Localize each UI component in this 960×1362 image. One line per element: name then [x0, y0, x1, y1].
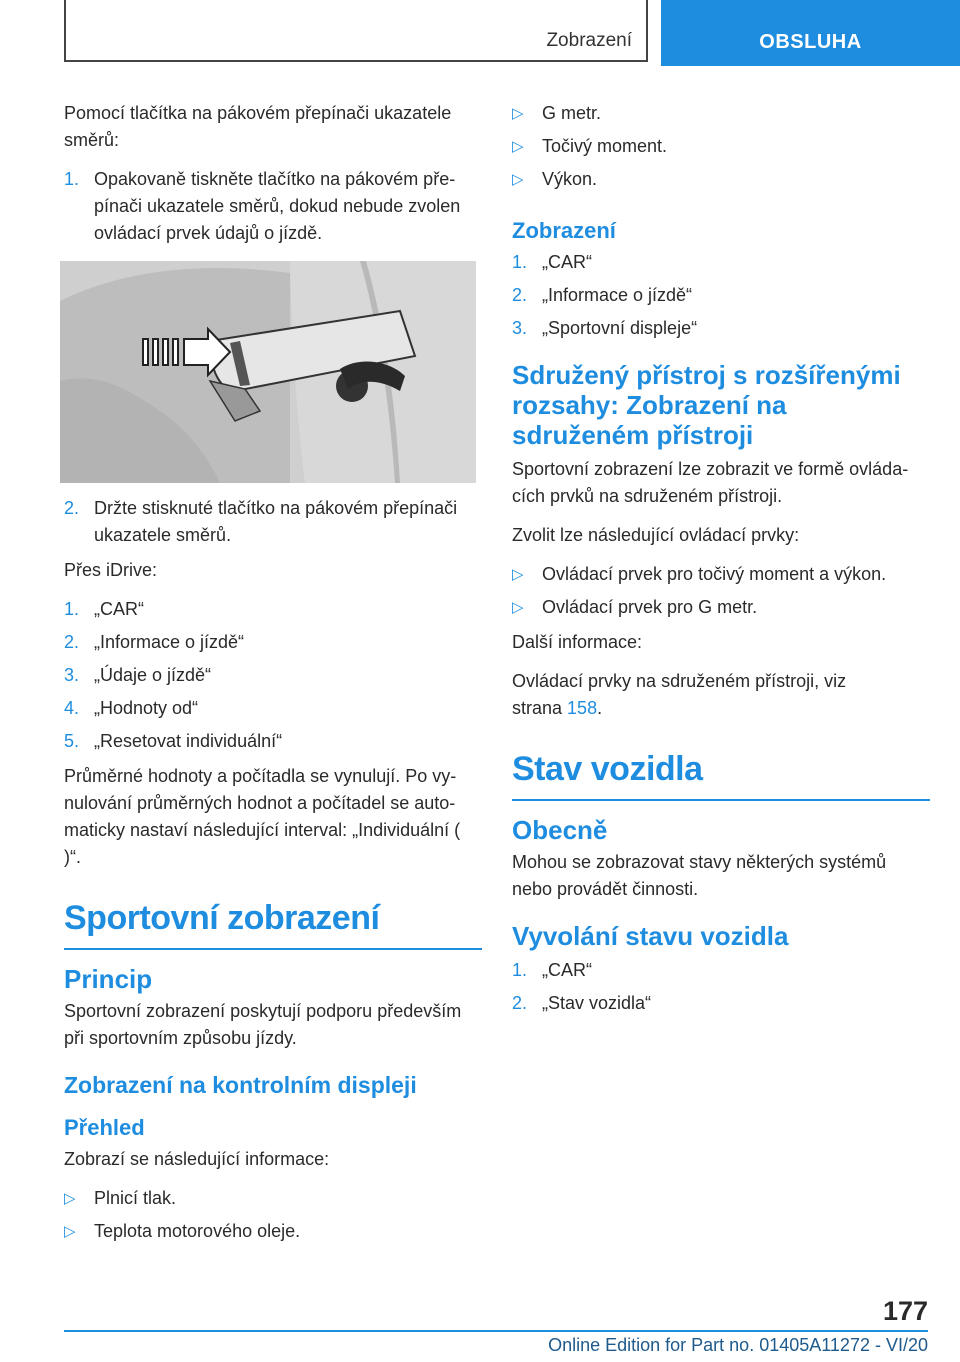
heading-sport-display: Sportovní zobrazení — [64, 899, 482, 950]
left-column — [64, 100, 482, 1253]
triangle-bullet-icon: ▷ — [512, 105, 524, 122]
principle-text: Sportovní zobrazení poskytují podporu především při sportovním způsobu jízdy. — [64, 1001, 462, 1048]
overview-list-continued — [512, 100, 930, 193]
heading-overview: Přehled — [64, 1115, 145, 1140]
cross-reference: Ovládací prvky na sdruženém přístroji, viz strana 158. — [512, 671, 847, 718]
heading-general: Obecně — [512, 815, 608, 845]
overview-text: Zobrazí se následující informace: — [64, 1149, 330, 1169]
list-item: ▷ Ovládací prvek pro G metr. — [512, 594, 930, 621]
triangle-bullet-icon: ▷ — [512, 566, 524, 583]
page-reference-link[interactable]: 158 — [567, 698, 598, 718]
list-item: ▷ G metr. — [512, 100, 930, 127]
reset-text: Průměrné hodnoty a počítadla se vynulují. Po vynulování průměrných hodnot a počítadel se automaticky nastaví následující interval: „Individuální ( )“. — [64, 766, 461, 867]
heading-cluster-display: Sdružený přístroj s rozšířenými rozsahy: Zobrazení na sdruženém přístroji — [512, 360, 901, 450]
list-item: ▷ Ovládací prvek pro točivý moment a výkon. — [512, 561, 930, 588]
list-item: 3. „Údaje o jízdě“ — [64, 665, 212, 685]
list-item: 1. „CAR“ — [512, 960, 592, 980]
more-info-label: Další informace: — [512, 632, 643, 652]
idrive-intro: Přes iDrive: — [64, 560, 158, 580]
list-item: ▷ Plnicí tlak. — [64, 1185, 482, 1212]
cluster-text: Sportovní zobrazení lze zobrazit ve formě ovládacích prvků na sdruženém přístroji. — [512, 459, 909, 506]
select-text: Zvolit lze následující ovládací prvky: — [512, 525, 800, 545]
footer-divider — [64, 1330, 928, 1332]
list-item: 2. „Stav vozidla“ — [512, 993, 652, 1013]
heading-display: Zobrazení — [512, 218, 616, 243]
list-item: 2. Držte stisknuté tlačítko na pákovém přepínači ukazatele směrů. — [64, 498, 458, 545]
steps-list-1 — [64, 166, 482, 247]
idrive-steps-list — [64, 596, 482, 755]
steps-list-2 — [64, 495, 482, 549]
lever-illustration-image — [60, 261, 476, 483]
overview-list — [64, 1185, 482, 1245]
list-item: 3. „Sportovní displeje“ — [512, 318, 698, 338]
list-item: ▷ Výkon. — [512, 166, 930, 193]
header-chapter-tab: OBSLUHA — [661, 0, 960, 66]
heading-principle: Princip — [64, 964, 153, 994]
intro-text: Pomocí tlačítka na pákovém přepínači ukazatele směrů: — [64, 103, 452, 150]
triangle-bullet-icon: ▷ — [64, 1223, 76, 1240]
list-item: ▷ Teplota motorového oleje. — [64, 1218, 482, 1245]
page-number: 177 — [882, 1296, 928, 1326]
list-item: 5. „Resetovat individuální“ — [64, 731, 283, 751]
call-steps-list — [512, 957, 930, 1017]
list-item: ▷ Točivý moment. — [512, 133, 930, 160]
list-item: 1. Opakovaně tiskněte tlačítko na pákovém přepínači ukazatele směrů, dokud nebude zvolen ovládací prvek údajů o jízdě. — [64, 169, 461, 243]
select-list — [512, 561, 930, 621]
turn-signal-lever-illustration — [60, 261, 476, 483]
display-steps-list — [512, 249, 930, 342]
heading-vehicle-status: Stav vozidla — [512, 750, 930, 801]
footer-edition: Online Edition for Part no. 01405A11272 - VI/20 — [548, 1335, 928, 1355]
list-item: 4. „Hodnoty od“ — [64, 698, 199, 718]
general-text: Mohou se zobrazovat stavy některých systémů nebo provádět činnosti. — [512, 852, 887, 899]
triangle-bullet-icon: ▷ — [64, 1190, 76, 1207]
right-column — [512, 100, 930, 1025]
header-section-title: Zobrazení — [546, 30, 632, 51]
heading-control-display: Zobrazení na kontrolním displeji — [64, 1072, 417, 1098]
triangle-bullet-icon: ▷ — [512, 171, 524, 188]
list-item: 1. „CAR“ — [64, 599, 144, 619]
triangle-bullet-icon: ▷ — [512, 138, 524, 155]
list-item: 2. „Informace o jízdě“ — [512, 285, 693, 305]
heading-call-status: Vyvolání stavu vozidla — [512, 921, 789, 951]
list-item: 1. „CAR“ — [512, 252, 592, 272]
list-item: 2. „Informace o jízdě“ — [64, 632, 245, 652]
triangle-bullet-icon: ▷ — [512, 599, 524, 616]
